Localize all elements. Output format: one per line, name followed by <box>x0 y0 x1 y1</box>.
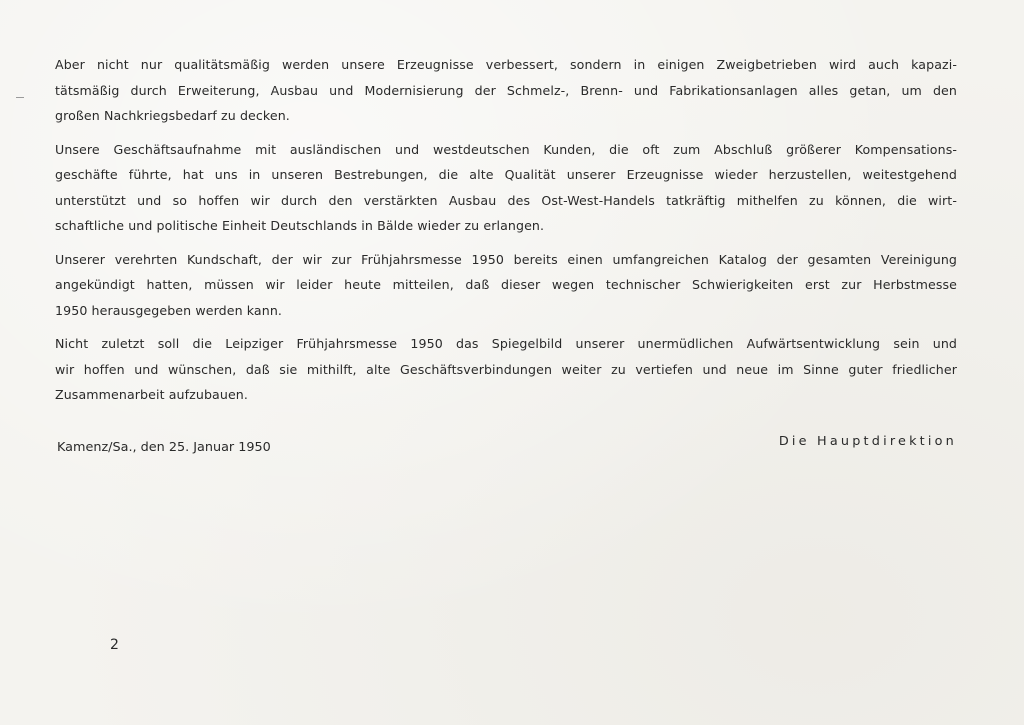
text-line: unterstützt und so hoffen wir durch den verstärkten Ausbau des Ost-West-Handels tatkräftig mithelfen zu können, die wirt- <box>55 192 957 208</box>
paragraph-4 <box>55 331 957 408</box>
page-number: 2 <box>110 637 119 653</box>
text-line: tätsmäßig durch Erweiterung, Ausbau und Modernisierung der Schmelz-, Brenn- und Fabrikationsanlagen alles getan, um den <box>55 82 957 98</box>
signature: Die Hauptdirektion <box>778 434 957 449</box>
text-line: 1950 herausgegeben werden kann. <box>55 302 283 318</box>
text-line: Zusammenarbeit aufzubauen. <box>55 387 248 402</box>
text-line: Aber nicht nur qualitätsmäßig werden unsere Erzeugnisse verbessert, sondern in einigen Zweigbetrieben wird auch kapazi- <box>55 57 957 72</box>
text-line: Unserer verehrten Kundschaft, der wir zur Frühjahrsmesse 1950 bereits einen umfangreichen Katalog der gesamten Vereinigung <box>55 251 957 267</box>
text-line: schaftliche und politische Einheit Deutschlands in Bälde wieder zu erlangen. <box>55 218 545 233</box>
paragraph-2 <box>55 137 957 239</box>
place-date: Kamenz/Sa., den 25. Januar 1950 <box>57 440 271 455</box>
text-line: großen Nachkriegsbedarf zu decken. <box>55 108 290 123</box>
text-line: geschäfte führte, hat uns in unseren Bestrebungen, die alte Qualität unserer Erzeugnisse wieder herzustellen, weitestgehend <box>55 167 957 182</box>
margin-mark <box>16 97 24 98</box>
text-line: Nicht zuletzt soll die Leipziger Frühjahrsmesse 1950 das Spiegelbild unserer unermüdlichen Aufwärtsentwicklung sein und <box>55 336 957 351</box>
text-line: wir hoffen und wünschen, daß sie mithilft, alte Geschäftsverbindungen weiter zu vertiefen und neue im Sinne guter friedlicher <box>55 361 957 377</box>
text-line: angekündigt hatten, müssen wir leider heute mitteilen, daß dieser wegen technischer Schwierigkeiten erst zur Herbstmesse <box>55 277 957 292</box>
paragraph-3 <box>55 247 957 324</box>
text-line: Unsere Geschäftsaufnahme mit ausländischen und westdeutschen Kunden, die oft zum Abschluß größerer Kompensations- <box>55 141 957 157</box>
body-text <box>55 52 957 416</box>
paragraph-1 <box>55 52 957 129</box>
